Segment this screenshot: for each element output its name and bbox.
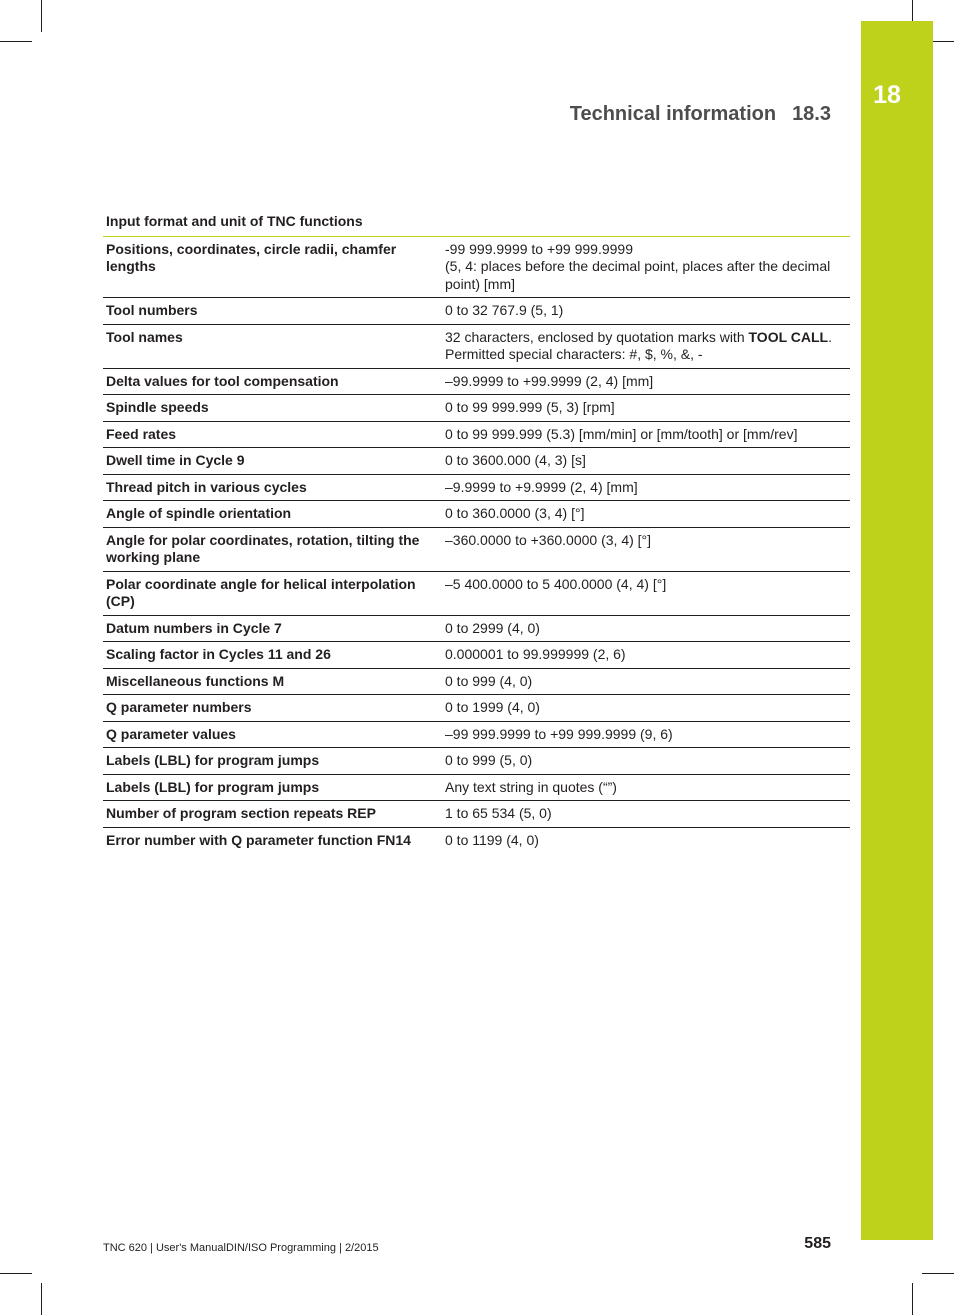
row-value: 0.000001 to 99.999999 (2, 6) bbox=[438, 642, 850, 669]
table-row bbox=[103, 668, 850, 695]
row-value: 0 to 32 767.9 (5, 1) bbox=[438, 298, 850, 325]
table-row bbox=[103, 368, 850, 395]
row-value: –99 999.9999 to +99 999.9999 (9, 6) bbox=[438, 721, 850, 748]
row-value-bold: TOOL CALL bbox=[748, 328, 829, 345]
table-row bbox=[103, 721, 850, 748]
crop-mark bbox=[922, 1273, 954, 1274]
table-row bbox=[103, 615, 850, 642]
row-value: –360.0000 to +360.0000 (3, 4) [°] bbox=[438, 527, 850, 571]
table-header-row bbox=[103, 209, 850, 236]
table-row bbox=[103, 827, 850, 853]
row-value: 0 to 99 999.999 (5, 3) [rpm] bbox=[438, 395, 850, 422]
row-value: 1 to 65 534 (5, 0) bbox=[438, 801, 850, 828]
crop-mark bbox=[41, 0, 42, 32]
table-row bbox=[103, 642, 850, 669]
row-label: Datum numbers in Cycle 7 bbox=[103, 615, 438, 642]
row-label: Labels (LBL) for program jumps bbox=[103, 748, 438, 775]
row-value: 0 to 999 (4, 0) bbox=[438, 668, 850, 695]
row-label: Q parameter numbers bbox=[103, 695, 438, 722]
running-head bbox=[570, 103, 831, 126]
row-label: Scaling factor in Cycles 11 and 26 bbox=[103, 642, 438, 669]
table-row bbox=[103, 695, 850, 722]
row-value-line: -99 999.9999 to +99 999.9999 bbox=[445, 240, 634, 257]
row-value: 0 to 2999 (4, 0) bbox=[438, 615, 850, 642]
table-row bbox=[103, 448, 850, 475]
table-row bbox=[103, 395, 850, 422]
row-label: Dwell time in Cycle 9 bbox=[103, 448, 438, 475]
crop-mark bbox=[912, 1283, 913, 1315]
chapter-tab bbox=[861, 21, 933, 1240]
row-value bbox=[438, 324, 850, 368]
table-row bbox=[103, 748, 850, 775]
crop-mark bbox=[0, 41, 32, 42]
row-label: Tool names bbox=[103, 324, 438, 368]
row-label: Labels (LBL) for program jumps bbox=[103, 774, 438, 801]
row-value: –99.9999 to +99.9999 (2, 4) [mm] bbox=[438, 368, 850, 395]
row-label: Error number with Q parameter function FN14 bbox=[106, 831, 411, 848]
table-row bbox=[103, 324, 850, 368]
row-value: 0 to 1999 (4, 0) bbox=[438, 695, 850, 722]
row-value-line: (5, 4: places before the decimal point, places after the decimal point) [mm] bbox=[445, 258, 831, 292]
row-value: 0 to 99 999.999 (5.3) [mm/min] or [mm/tooth] or [mm/rev] bbox=[438, 421, 850, 448]
table-header: Input format and unit of TNC functions bbox=[103, 209, 850, 236]
row-label: Thread pitch in various cycles bbox=[103, 474, 438, 501]
table-row bbox=[103, 501, 850, 528]
table-row bbox=[103, 527, 850, 571]
table-body bbox=[103, 236, 850, 853]
row-value: 0 to 360.0000 (3, 4) [°] bbox=[438, 501, 850, 528]
row-label: Angle of spindle orientation bbox=[103, 501, 438, 528]
row-label: Miscellaneous functions M bbox=[103, 668, 438, 695]
row-label: Tool numbers bbox=[103, 298, 438, 325]
row-label: Feed rates bbox=[103, 421, 438, 448]
row-value: 0 to 999 (5, 0) bbox=[438, 748, 850, 775]
row-value: 0 to 1199 (4, 0) bbox=[445, 831, 539, 848]
chapter-number: 18 bbox=[873, 81, 901, 109]
row-value: –5 400.0000 to 5 400.0000 (4, 4) [°] bbox=[438, 571, 850, 615]
running-head-section: 18.3 bbox=[792, 103, 831, 125]
spec-table bbox=[103, 209, 850, 853]
row-label: Q parameter values bbox=[103, 721, 438, 748]
row-label: Number of program section repeats REP bbox=[103, 801, 438, 828]
row-label: Angle for polar coordinates, rotation, tilting the working plane bbox=[103, 527, 438, 571]
table-row bbox=[103, 774, 850, 801]
row-value: –9.9999 to +9.9999 (2, 4) [mm] bbox=[438, 474, 850, 501]
row-label: Polar coordinate angle for helical interpolation (CP) bbox=[103, 571, 438, 615]
footer-text: TNC 620 | User's ManualDIN/ISO Programming | 2/2015 bbox=[103, 1242, 379, 1254]
row-value: Any text string in quotes (“”) bbox=[438, 774, 850, 801]
table-row bbox=[103, 421, 850, 448]
page-number: 585 bbox=[804, 1235, 831, 1252]
crop-mark bbox=[41, 1283, 42, 1315]
row-value: 0 to 3600.000 (4, 3) [s] bbox=[438, 448, 850, 475]
table-row bbox=[103, 474, 850, 501]
table-row bbox=[103, 236, 850, 298]
row-label: Delta values for tool compensation bbox=[103, 368, 438, 395]
row-label: Positions, coordinates, circle radii, chamfer lengths bbox=[103, 236, 438, 298]
row-value-pre: 32 characters, enclosed by quotation marks with bbox=[445, 328, 749, 345]
table-row bbox=[103, 571, 850, 615]
running-head-title: Technical information bbox=[569, 103, 777, 125]
table-row bbox=[103, 298, 850, 325]
crop-mark bbox=[0, 1273, 32, 1274]
row-value bbox=[438, 236, 850, 298]
row-label: Spindle speeds bbox=[103, 395, 438, 422]
row-value-post: . Permitted special characters: #, $, %, &, - bbox=[445, 328, 832, 362]
table-row bbox=[103, 801, 850, 828]
